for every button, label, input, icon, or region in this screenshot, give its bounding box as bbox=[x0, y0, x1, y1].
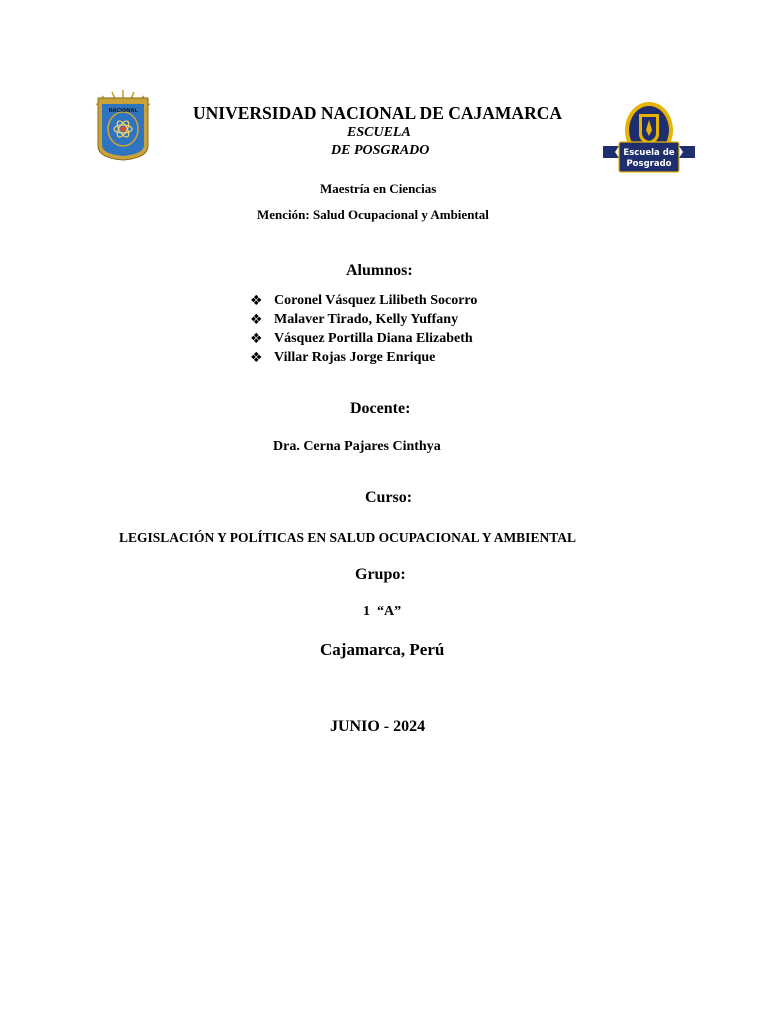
diamond-bullet-icon: ❖ bbox=[250, 292, 263, 309]
school-title-line1: ESCUELA bbox=[347, 125, 411, 140]
posgrado-banner-line1: Escuela de bbox=[623, 148, 675, 158]
date-text: JUNIO - 2024 bbox=[330, 718, 426, 735]
curso-heading: Curso: bbox=[365, 489, 413, 506]
docente-name: Dra. Cerna Pajares Cinthya bbox=[273, 439, 441, 454]
diamond-bullet-icon: ❖ bbox=[250, 311, 263, 328]
place-text: Cajamarca, Perú bbox=[320, 640, 445, 659]
posgrado-logo bbox=[601, 100, 697, 176]
posgrado-shield-icon bbox=[601, 100, 697, 176]
docente-heading: Docente: bbox=[350, 400, 411, 417]
program-mencion: Mención: Salud Ocupacional y Ambiental bbox=[257, 207, 489, 222]
university-seal-logo bbox=[94, 88, 152, 162]
diamond-bullet-icon: ❖ bbox=[250, 330, 263, 347]
student-name: Coronel Vásquez Lilibeth Socorro bbox=[274, 292, 478, 308]
list-item bbox=[250, 291, 477, 310]
curso-name: LEGISLACIÓN Y POLÍTICAS EN SALUD OCUPACIONAL Y AMBIENTAL bbox=[119, 530, 576, 545]
grupo-heading: Grupo: bbox=[355, 566, 406, 583]
student-name: Villar Rojas Jorge Enrique bbox=[274, 349, 436, 365]
grupo-value: 1 “A” bbox=[363, 604, 402, 619]
program-maestria: Maestría en Ciencias bbox=[320, 181, 437, 196]
alumnos-heading: Alumnos: bbox=[346, 262, 413, 279]
student-name: Vásquez Portilla Diana Elizabeth bbox=[274, 330, 473, 346]
diamond-bullet-icon: ❖ bbox=[250, 349, 263, 366]
students-list bbox=[250, 291, 477, 367]
university-title: UNIVERSIDAD NACIONAL DE CAJAMARCA bbox=[193, 103, 562, 123]
university-seal-icon bbox=[94, 88, 152, 162]
list-item bbox=[250, 310, 477, 329]
school-title-line2: DE POSGRADO bbox=[331, 143, 430, 158]
posgrado-banner-line2: Posgrado bbox=[626, 159, 672, 169]
list-item bbox=[250, 348, 477, 367]
list-item bbox=[250, 329, 477, 348]
seal-top-text: NACIONAL bbox=[108, 108, 138, 114]
student-name: Malaver Tirado, Kelly Yuffany bbox=[274, 311, 459, 327]
